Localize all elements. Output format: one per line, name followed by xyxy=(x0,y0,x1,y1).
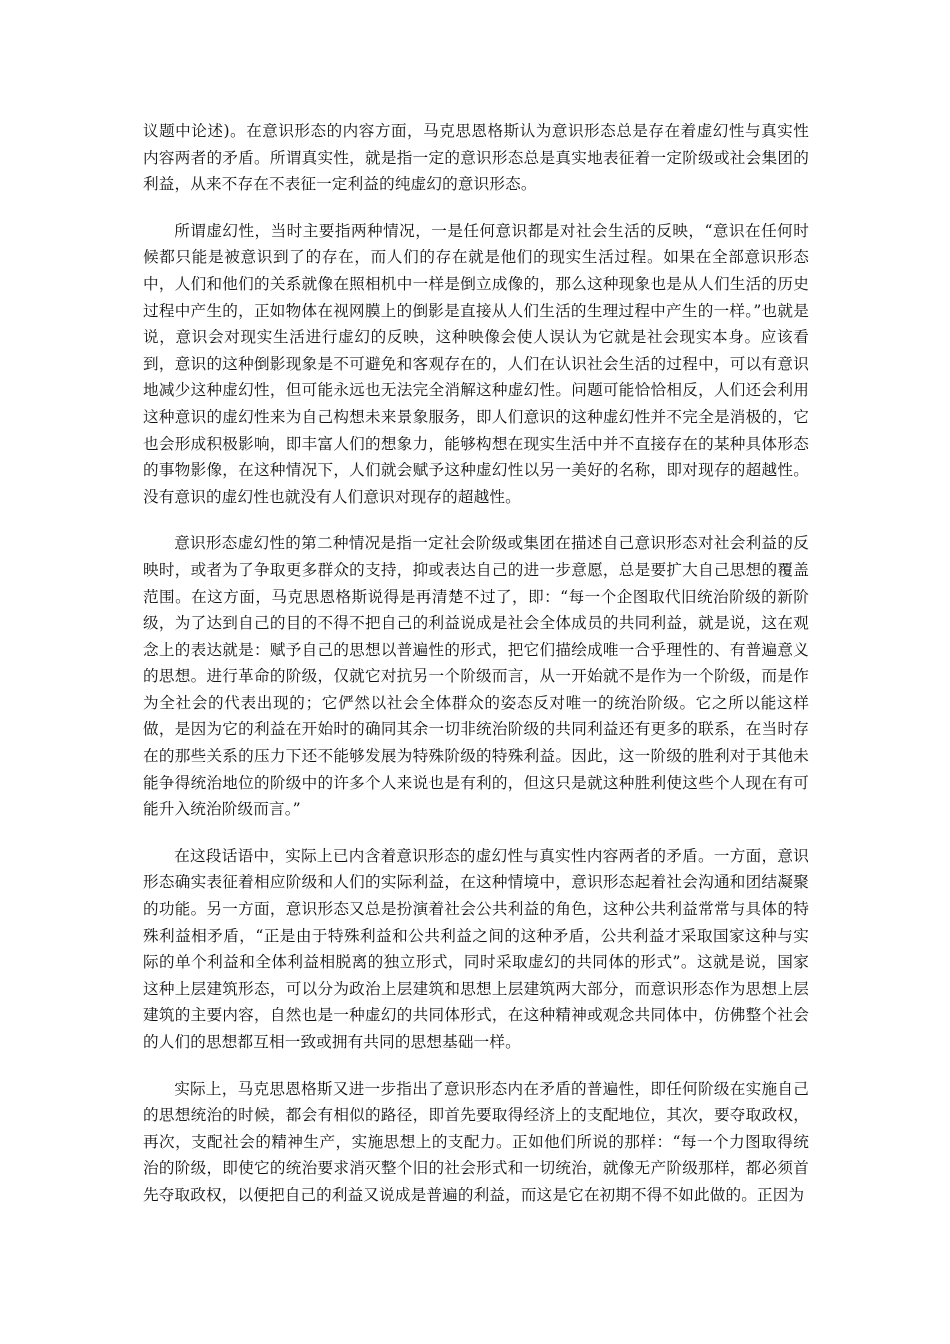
paragraph-3: 意识形态虚幻性的第二种情况是指一定社会阶级或集团在描述自己意识形态对社会利益的反映时，或者为了争取更多群众的支持，抑或表达自己的进一步意愿，总是要扩大自己思想的覆盖范围。在这方面，马克思恩格斯说得是再清楚不过了，即：“每一个企图取代旧统治阶级的新阶级，为了达到自己的目的不得不把自己的利益说成是社会全体成员的共同利益，就是说，这在观念上的表达就是：赋予自己的思想以普遍性的形式，把它们描绘成唯一合乎理性的、有普遍意义的思想。进行革命的阶级，仅就它对抗另一个阶级而言，从一开始就不是作为一个阶级，而是作为全社会的代表出现的；它俨然以社会全体群众的姿态反对唯一的统治阶级。它之所以能这样做，是因为它的利益在开始时的确同其余一切非统治阶级的共同利益还有更多的联系，在当时存在的那些关系的压力下还不能够发展为特殊阶级的特殊利益。因此，这一阶级的胜利对于其他未能争得统治地位的阶级中的许多个人来说也是有利的，但这只是就这种胜利使这些个人现在有可能升入统治阶级而言。” xyxy=(143,534,809,819)
paragraph-1: 议题中论述)。在意识形态的内容方面，马克思恩格斯认为意识形态总是存在着虚幻性与真实性内容两者的矛盾。所谓真实性，就是指一定的意识形态总是真实地表征着一定阶级或社会集团的利益，从来不存在不表征一定利益的纯虚幻的意识形态。 xyxy=(143,122,809,194)
paragraph-2: 所谓虚幻性，当时主要指两种情况，一是任何意识都是对社会生活的反映，“意识在任何时候都只能是被意识到了的存在，而人们的存在就是他们的现实生活过程。如果在全部意识形态中，人们和他们的关系就像在照相机中一样是倒立成像的，那么这种现象也是从人们生活的历史过程中产生的，正如物体在视网膜上的倒影是直接从人们生活的生理过程中产生的一样。”也就是说，意识会对现实生活进行虚幻的反映，这种映像会使人误认为它就是社会现实本身。应该看到，意识的这种倒影现象是不可避免和客观存在的，人们在认识社会生活的过程中，可以有意识地减少这种虚幻性，但可能永远也无法完全消解这种虚幻性。问题可能恰恰相反，人们还会利用这种意识的虚幻性来为自己构想未来景象服务，即人们意识的这种虚幻性并不完全是消极的，它也会形成积极影响，即丰富人们的想象力，能够构想在现实生活中并不直接存在的某种具体形态的事物影像，在这种情况下，人们就会赋予这种虚幻性以另一美好的名称，即对现存的超越性。没有意识的虚幻性也就没有人们意识对现存的超越性。 xyxy=(143,221,809,506)
paragraph-4: 在这段话语中，实际上已内含着意识形态的虚幻性与真实性内容两者的矛盾。一方面，意识形态确实表征着相应阶级和人们的实际利益，在这种情境中，意识形态起着社会沟通和团结凝聚的功能。另一方面，意识形态又总是扮演着社会公共利益的角色，这种公共利益常常与具体的特殊利益相矛盾，“正是由于特殊利益和公共利益之间的这种矛盾，公共利益才采取国家这种与实际的单个利益和全体利益相脱离的独立形式，同时采取虚幻的共同体的形式”。这就是说，国家这种上层建筑形态，可以分为政治上层建筑和思想上层建筑两大部分，而意识形态作为思想上层建筑的主要内容，自然也是一种虚幻的共同体形式，在这种精神或观念共同体中，仿佛整个社会的人们的思想都互相一致或拥有共同的思想基础一样。 xyxy=(143,846,809,1051)
document-page xyxy=(143,118,809,1209)
paragraph-5: 实际上，马克思恩格斯又进一步指出了意识形态内在矛盾的普遍性，即任何阶级在实施自己的思想统治的时候，都会有相似的路径，即首先要取得经济上的支配地位，其次，要夺取政权，再次，支配社会的精神生产，实施思想上的支配力。正如他们所说的那样：“每一个力图取得统治的阶级，即使它的统治要求消灭整个旧的社会形式和一切统治，就像无产阶级那样，都必须首先夺取政权，以便把自己的利益又说成是普遍的利益，而这是它在初期不得不如此做的。正因为 xyxy=(143,1079,809,1204)
